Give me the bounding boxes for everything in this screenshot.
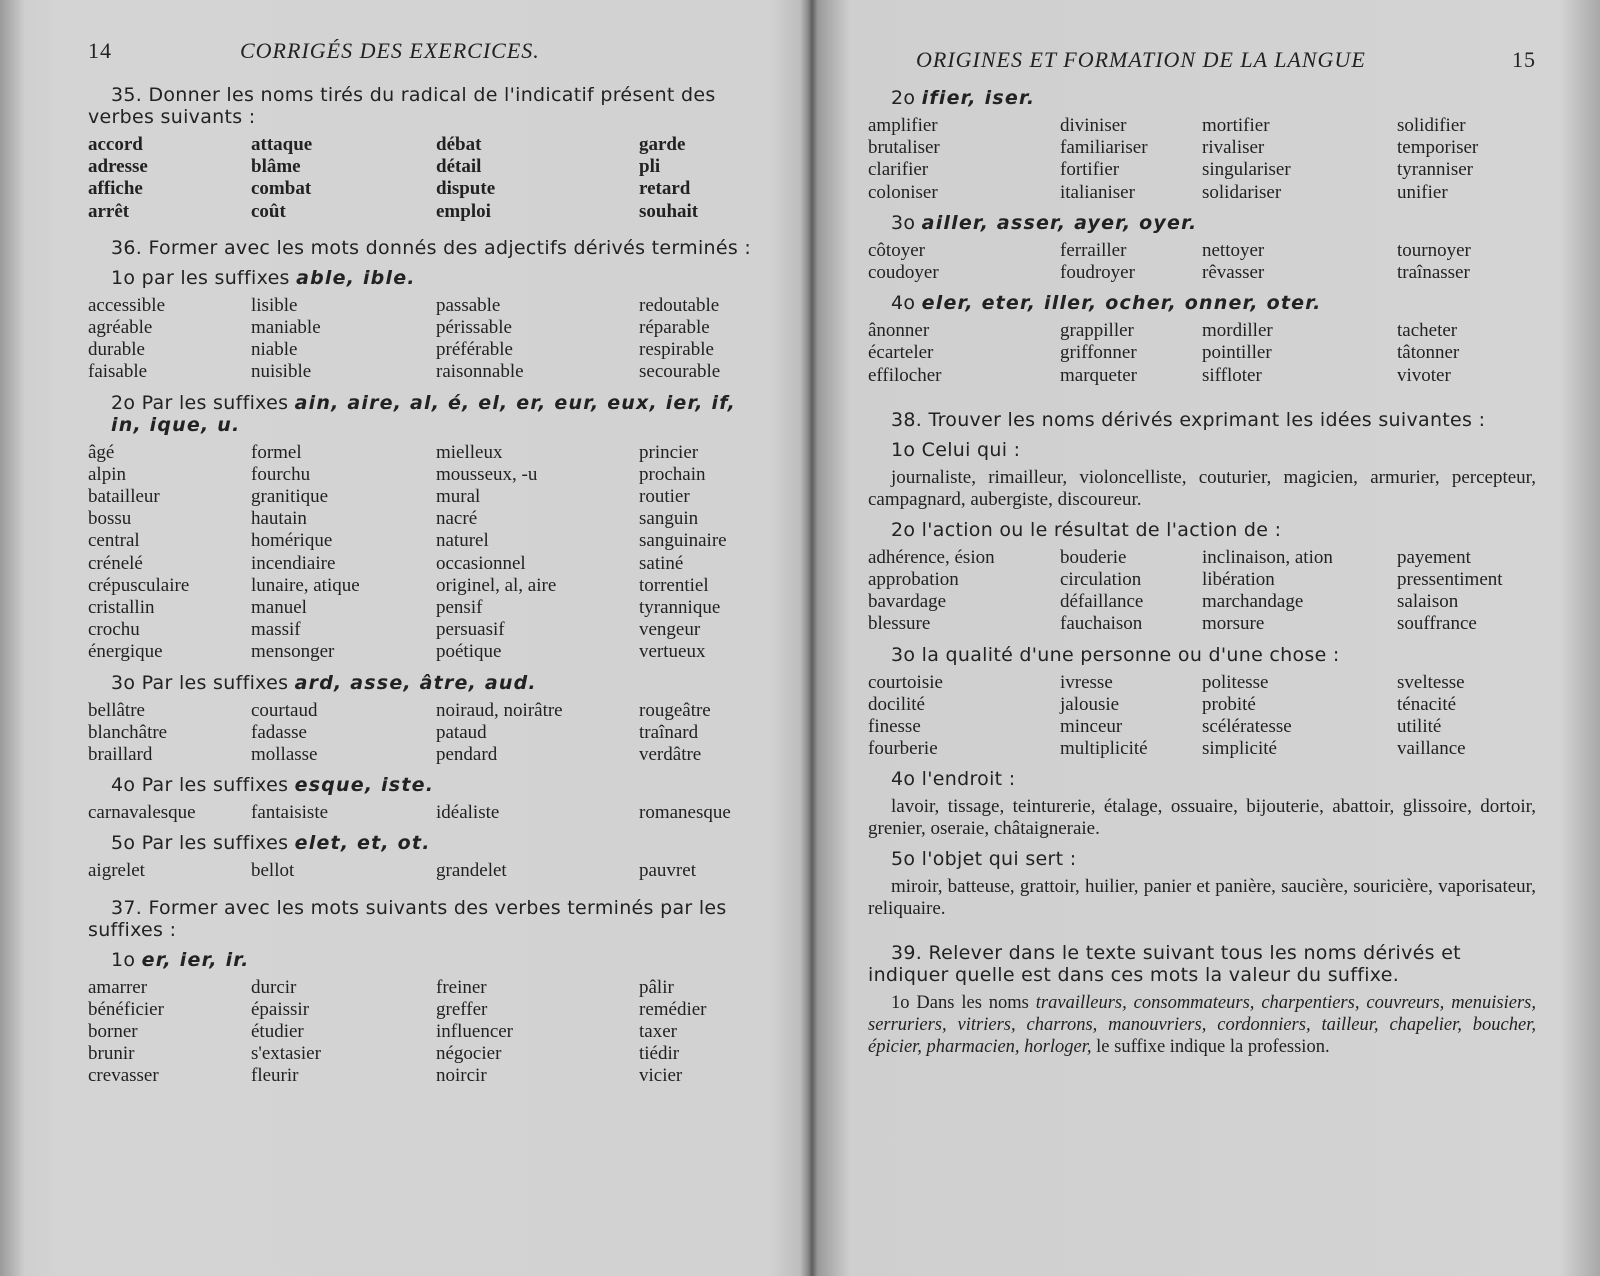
word-cell: remédier [639,998,707,1020]
exercise-37-subheading-3 [868,212,1536,234]
word-cell: romanesque [639,802,731,824]
word-cell: batailleur [88,486,160,508]
word-cell: côtoyer [868,239,925,261]
word-cell: passable [436,294,501,316]
exercise-37-grid-3 [868,240,1536,284]
word-cell: originel, al, aire [436,574,557,596]
exercise-38-subheading-1: 1o Celui qui : [891,438,1021,461]
word-cell: vertueux [639,641,706,663]
word-cell: brunir [88,1043,135,1065]
exercise-38-text-5: miroir, batteuse, grattoir, huilier, panier et panière, saucière, souricière, vaporisateur, reliquaire. [868,876,1536,920]
word-cell: épaissir [251,998,310,1020]
word-cell: tyranniser [1397,159,1473,181]
exercise-36-grid-5 [88,860,753,882]
word-cell: vaillance [1397,738,1466,760]
word-cell: incendiaire [251,552,336,574]
word-cell: fleurir [251,1065,299,1087]
running-title: ORIGINES ET FORMATION DE LA LANGUE [916,47,1366,72]
word-cell: niable [251,339,298,361]
word-cell: dispute [436,178,496,200]
word-cell: souhait [639,200,699,222]
word-cell: tâtonner [1397,342,1460,364]
word-cell: pendard [436,744,498,766]
word-cell: scélératesse [1202,716,1292,738]
word-cell: prochain [639,463,706,485]
suffix-list: able, ible. [296,266,416,289]
word-cell: souffrance [1397,613,1477,635]
exercise-36-subheading-2 [88,392,753,436]
word-cell: mensonger [251,641,335,663]
exercise-36-grid-1 [88,295,753,384]
word-cell: politesse [1202,671,1269,693]
word-cell: hautain [251,508,307,530]
exercise-35-heading: 35. Donner les noms tirés du radical de l'indicatif présent des verbes suivants : [88,84,716,128]
word-cell: fortifier [1060,159,1120,181]
word-cell: durable [88,339,145,361]
page-number: 14 [88,38,112,63]
word-cell: maniable [251,317,321,339]
word-cell: finesse [868,716,921,738]
word-cell: coloniser [868,181,938,203]
word-cell: ivresse [1060,671,1113,693]
word-cell: secourable [639,361,721,383]
word-cell: amplifier [868,115,938,136]
word-cell: routier [639,486,690,508]
word-cell: adresse [88,156,148,178]
word-cell: morsure [1202,613,1265,635]
word-cell: débat [436,134,482,155]
word-cell: ânonner [868,320,930,342]
word-cell: italianiser [1060,181,1135,203]
word-cell: rougeâtre [639,699,711,721]
word-cell: jalousie [1060,693,1120,715]
word-cell: griffonner [1060,342,1137,364]
word-cell: clarifier [868,159,929,181]
running-title: CORRIGÉS DES EXERCICES. [240,38,540,63]
word-cell: sveltesse [1397,671,1465,693]
word-cell: fadasse [251,721,307,743]
word-cell: occasionnel [436,552,526,574]
suffix-list: ard, asse, âtre, aud. [294,671,537,694]
word-cell: pensif [436,597,483,619]
word-cell: granitique [251,486,329,508]
paragraph-start: 1o Dans les noms [891,993,1036,1014]
left-page [88,0,753,1276]
word-cell: princier [639,441,699,463]
word-cell: périssable [436,317,512,339]
word-cell: pataud [436,721,487,743]
suffix-list: ifier, iser. [921,87,1036,109]
exercise-38-subheading-5: 5o l'objet qui sert : [891,848,1077,871]
word-cell: mural [436,486,481,508]
word-cell: négocier [436,1043,502,1065]
word-cell: détail [436,156,482,178]
word-cell: attaque [251,134,313,155]
word-cell: satiné [639,552,684,574]
word-cell: payement [1397,546,1471,568]
word-cell: inclinaison, ation [1202,546,1333,568]
word-cell: s'extasier [251,1043,321,1065]
right-page [868,0,1536,1276]
exercise-36-grid-4 [88,802,753,824]
subheading-prefix: 3o [891,211,916,234]
word-cell: tiédir [639,1043,680,1065]
word-cell: pauvret [639,860,696,882]
word-cell: lisible [251,294,298,316]
word-cell: singulariser [1202,159,1291,181]
word-cell: marchandage [1202,591,1304,613]
word-cell: carnavalesque [88,802,196,824]
word-cell: bossu [88,508,132,530]
exercise-38-subheading-2: 2o l'action ou le résultat de l'action de : [891,518,1282,541]
word-cell: grandelet [436,860,507,882]
word-cell: nettoyer [1202,239,1265,261]
word-cell: défaillance [1060,591,1144,613]
word-cell: affiche [88,178,143,200]
word-cell: crochu [88,619,140,641]
word-cell: faisable [88,361,148,383]
running-head-left [88,38,753,78]
word-cell: combat [251,178,312,200]
word-cell: sanguinaire [639,530,727,552]
exercise-37-subheading-2 [868,87,1536,109]
word-cell: ferrailler [1060,239,1127,261]
word-cell: torrentiel [639,574,709,596]
word-cell: pli [639,156,661,178]
word-cell: vicier [639,1065,683,1087]
word-cell: familiariser [1060,137,1148,159]
word-cell: âgé [88,441,115,463]
word-cell: bellâtre [88,699,145,721]
word-cell: tournoyer [1397,239,1471,261]
word-cell: docilité [868,693,925,715]
subheading-prefix: 3o Par les suffixes [111,671,289,694]
word-cell: cristallin [88,597,155,619]
word-cell: retard [639,178,691,200]
word-cell: pâlir [639,976,674,998]
word-cell: vengeur [639,619,701,641]
subheading-prefix: 2o Par les suffixes [111,391,289,414]
word-cell: raisonnable [436,361,524,383]
word-cell: blanchâtre [88,721,168,743]
word-cell: noircir [436,1065,487,1087]
exercise-37-grid-1 [88,977,753,1088]
word-cell: pointiller [1202,342,1272,364]
word-cell: tyrannique [639,597,721,619]
word-cell: rivaliser [1202,137,1265,159]
word-cell: mortifier [1202,115,1270,136]
suffix-list: ain, aire, al, é, el, er, eur, eux, ier, if, in, ique, u. [111,391,737,436]
word-cell: coudoyer [868,262,939,284]
word-cell: fourberie [868,738,938,760]
subheading-prefix: 2o [891,87,916,109]
word-cell: naturel [436,530,489,552]
word-cell: temporiser [1397,137,1479,159]
word-cell: rêvasser [1202,262,1265,284]
word-cell: noiraud, noirâtre [436,699,563,721]
word-cell: tacheter [1397,320,1458,342]
suffix-list: er, ier, ir. [141,948,250,971]
exercise-37-grid-2 [868,115,1536,204]
word-cell: marqueter [1060,364,1138,386]
word-cell: probité [1202,693,1256,715]
word-cell: multiplicité [1060,738,1148,760]
word-cell: mielleux [436,441,503,463]
word-cell: accord [88,134,143,155]
subheading-prefix: 1o par les suffixes [111,266,290,289]
exercise-36-subheading-1 [88,267,753,289]
exercise-38-subheading-4: 4o l'endroit : [891,768,1016,791]
word-cell: courtaud [251,699,318,721]
exercise-36-grid-3 [88,700,753,767]
word-cell: solidifier [1397,115,1466,136]
word-cell: manuel [251,597,307,619]
exercise-38-text-1: journaliste, rimailleur, violoncelliste, couturier, magicien, armurier, percepteur, campagnard, aubergiste, discoureur. [868,466,1536,510]
word-cell: crénelé [88,552,143,574]
word-cell: blâme [251,156,301,178]
word-cell: nacré [436,508,478,530]
subheading-prefix: 1o [111,948,136,971]
word-cell: bellot [251,860,295,882]
exercise-36-grid-2 [88,442,753,664]
word-cell: mordiller [1202,320,1273,342]
word-cell: emploi [436,200,491,222]
word-cell: influencer [436,1021,514,1043]
word-cell: écarteler [868,342,934,364]
word-cell: central [88,530,140,552]
word-cell: mollasse [251,744,318,766]
word-cell: salaison [1397,591,1459,613]
exercise-37-subheading-1 [88,949,753,971]
word-cell: crevasser [88,1065,159,1087]
paragraph-italic-words: travailleurs, consommateurs, charpentiers, couvreurs, menuisiers, serruriers, vitriers, charrons, manouvriers, cordonniers, tailleur, chapelier, boucher, épicier, pharmacien, horloger, [868,993,1536,1058]
word-cell: verdâtre [639,744,702,766]
word-cell: grappiller [1060,320,1134,342]
word-cell: mousseux, -u [436,463,538,485]
word-cell: simplicité [1202,738,1277,760]
word-cell: approbation [868,569,959,591]
word-cell: lunaire, atique [251,574,360,596]
word-cell: respirable [639,339,714,361]
word-cell: unifier [1397,181,1448,203]
word-cell: traînard [639,721,699,743]
subheading-prefix: 4o [891,292,916,315]
suffix-list: eler, eter, iller, ocher, onner, oter. [921,292,1322,315]
word-cell: garde [639,134,686,155]
word-cell: minceur [1060,716,1123,738]
subheading-prefix: 5o Par les suffixes [111,832,289,855]
word-cell: massif [251,619,301,641]
paragraph-end: le suffixe indique la profession. [1091,1037,1330,1058]
exercise-38-heading: 38. Trouver les noms dérivés exprimant les idées suivantes : [891,408,1486,431]
running-head-right [868,47,1536,87]
word-cell: étudier [251,1021,304,1043]
exercise-37-subheading-4 [868,292,1536,314]
word-cell: utilité [1397,716,1442,738]
word-cell: blessure [868,613,931,635]
word-cell: fantaisiste [251,802,329,824]
word-cell: adhérence, ésion [868,546,995,568]
word-cell: diviniser [1060,115,1127,136]
word-cell: foudroyer [1060,262,1135,284]
word-cell: sanguin [639,508,699,530]
page-number: 15 [1512,47,1536,72]
word-cell: libération [1202,569,1275,591]
word-cell: coût [251,200,286,222]
exercise-37-grid-4 [868,320,1536,387]
word-cell: bouderie [1060,546,1127,568]
exercise-36-heading: 36. Former avec les mots donnés des adjectifs dérivés terminés : [111,236,752,259]
word-cell: amarrer [88,976,148,998]
word-cell: traînasser [1397,262,1470,284]
word-cell: fourchu [251,463,311,485]
word-cell: brutaliser [868,137,940,159]
word-cell: accessible [88,294,166,316]
word-cell: formel [251,441,302,463]
word-cell: siffloter [1202,364,1262,386]
word-cell: borner [88,1021,138,1043]
word-cell: idéaliste [436,802,500,824]
word-cell: bénéficier [88,998,164,1020]
word-cell: nuisible [251,361,312,383]
word-cell: redoutable [639,294,720,316]
exercise-37-heading: 37. Former avec les mots suivants des verbes terminés par les suffixes : [88,896,727,941]
word-cell: durcir [251,976,297,998]
word-cell: freiner [436,976,487,998]
exercise-35-grid [88,134,753,223]
word-cell: vivoter [1397,364,1451,386]
word-cell: effilocher [868,364,942,386]
exercise-39-paragraph [868,992,1536,1058]
suffix-list: elet, et, ot. [294,832,431,855]
word-cell: pressentiment [1397,569,1503,591]
word-cell: fauchaison [1060,613,1143,635]
word-cell: agréable [88,317,153,339]
exercise-36-subheading-4 [88,774,753,796]
suffix-list: ailler, asser, ayer, oyer. [921,211,1198,234]
word-cell: taxer [639,1021,677,1043]
subheading-prefix: 4o Par les suffixes [111,774,289,797]
word-cell: ténacité [1397,693,1457,715]
word-cell: homérique [251,530,333,552]
exercise-38-grid-2 [868,547,1536,636]
word-cell: énergique [88,641,163,663]
word-cell: préférable [436,339,513,361]
word-cell: greffer [436,998,488,1020]
word-cell: poétique [436,641,502,663]
word-cell: circulation [1060,569,1142,591]
exercise-36-subheading-5 [88,832,753,854]
word-cell: solidariser [1202,181,1282,203]
word-cell: bavardage [868,591,947,613]
suffix-list: esque, iste. [294,774,435,797]
exercise-38-subheading-3: 3o la qualité d'une personne ou d'une chose : [891,643,1340,666]
word-cell: crépusculaire [88,574,190,596]
word-cell: braillard [88,744,153,766]
word-cell: courtoisie [868,671,943,693]
word-cell: réparable [639,317,710,339]
word-cell: aigrelet [88,860,145,882]
exercise-38-text-4: lavoir, tissage, teinturerie, étalage, ossuaire, bijouterie, abattoir, glissoire, dortoir, grenier, oseraie, châtaigneraie. [868,796,1536,840]
exercise-38-grid-3 [868,672,1536,761]
word-cell: alpin [88,463,126,485]
exercise-39-heading: 39. Relever dans le texte suivant tous les noms dérivés et indiquer quelle est dans ces mots la valeur du suffixe. [868,942,1461,987]
word-cell: persuasif [436,619,505,641]
word-cell: arrêt [88,200,130,222]
exercise-36-subheading-3 [88,672,753,694]
